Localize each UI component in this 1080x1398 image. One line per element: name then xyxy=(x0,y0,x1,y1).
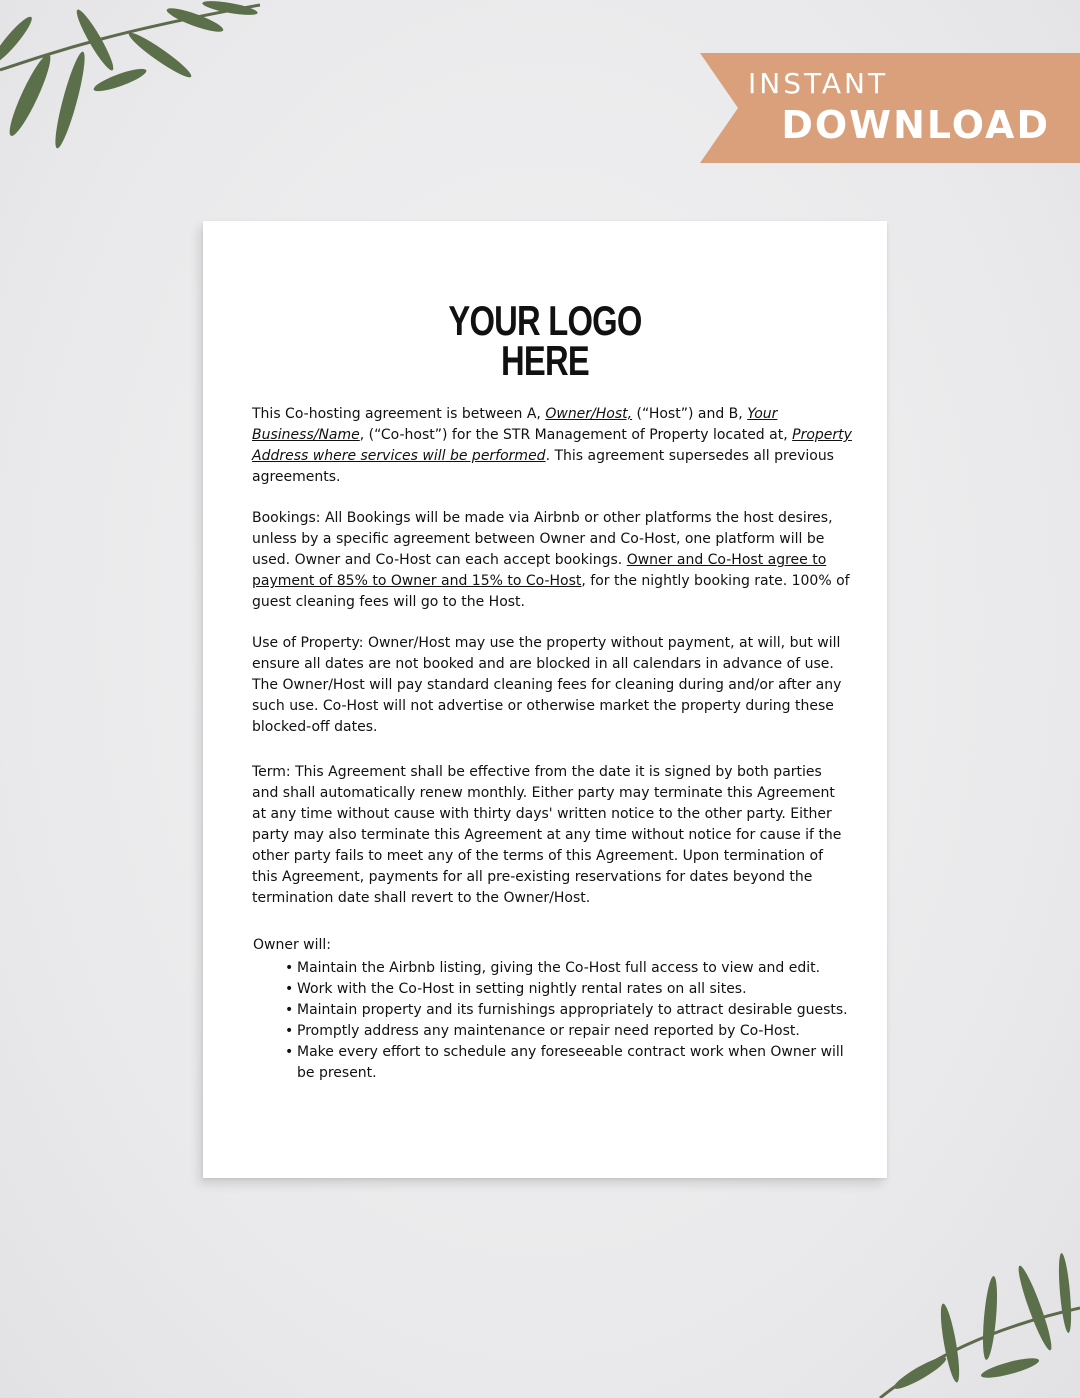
owner-will-heading: Owner will: xyxy=(253,937,331,953)
owner-responsibilities-list xyxy=(252,958,852,1084)
instant-download-banner xyxy=(700,53,1080,163)
business-name-field: Your Business/Name xyxy=(252,406,778,443)
logo-placeholder xyxy=(278,297,812,384)
bookings-text-1: Bookings: All Bookings will be made via Airbnb or other platforms the host desires, unless by a specific agreement between Owner and Co-Host, one platform will be used. Owner and Co-Host can each accept bookings. xyxy=(252,510,833,568)
intro-text-2: (“Host”) and B, xyxy=(632,406,748,422)
property-address-field: Property Address where services will be performed xyxy=(252,427,852,464)
intro-paragraph xyxy=(252,404,852,488)
list-item: • Make every effort to schedule any foreseeable contract work when Owner will be present. xyxy=(285,1042,852,1084)
use-of-property-paragraph: Use of Property: Owner/Host may use the property without payment, at will, but will ensure all dates are not booked and are blocked in all calendars in advance of use. The Owner/Host will pay standard cleaning fees for cleaning during and/or after any such use. Co-Host will not advertise or otherwise market the property during these blocked-off dates. xyxy=(252,635,842,735)
intro-text-3: , (“Co-host”) for the STR Management of Property located at, xyxy=(359,427,793,443)
list-item: • Maintain the Airbnb listing, giving the Co-Host full access to view and edit. xyxy=(285,958,852,979)
intro-text-1: This Co-hosting agreement is between A, xyxy=(252,406,546,422)
term-paragraph: Term: This Agreement shall be effective from the date it is signed by both parties and shall automatically renew monthly. Either party may terminate this Agreement at any time without cause with thirty days' written notice to the other party. Either party may also terminate this Agreement at any time without notice for cause if the other party fails to meet any of the terms of this Agreement. Upon termination of this Agreement, payments for all pre-existing reservations for dates beyond the termination date shall revert to the Owner/Host. xyxy=(252,764,842,906)
bookings-text-2: , for the nightly booking rate. 100% of guest cleaning fees will go to the Host. xyxy=(252,573,850,610)
owner-host-field: Owner/Host, xyxy=(545,406,633,422)
rosemary-sprig-bottom xyxy=(840,1248,1080,1398)
list-item: • Work with the Co-Host in setting nightly rental rates on all sites. xyxy=(285,979,852,1000)
banner-instant-text: INSTANT xyxy=(748,67,889,100)
intro-text-4: . This agreement supersedes all previous agreements. xyxy=(252,448,834,485)
bookings-paragraph xyxy=(252,508,852,613)
banner-download-text: DOWNLOAD xyxy=(781,103,1050,147)
list-item: • Promptly address any maintenance or repair need reported by Co-Host. xyxy=(285,1021,852,1042)
document-page xyxy=(203,221,887,1178)
agreement-body xyxy=(252,404,852,1084)
logo-line-1: YOUR LOGO xyxy=(448,297,642,344)
logo-line-2: HERE xyxy=(501,337,589,384)
list-item: • Maintain property and its furnishings appropriately to attract desirable guests. xyxy=(285,1000,852,1021)
payment-split-text: Owner and Co-Host agree to payment of 85% to Owner and 15% to Co-Host xyxy=(252,552,827,589)
rosemary-sprig-top xyxy=(0,0,270,170)
